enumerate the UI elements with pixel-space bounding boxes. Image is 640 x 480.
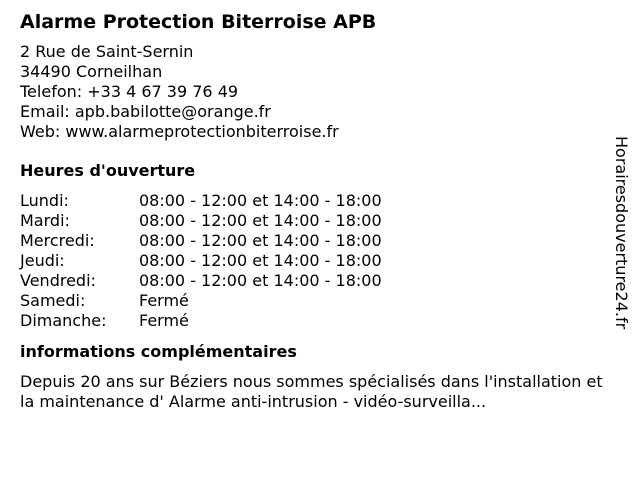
day-hours: 08:00 - 12:00 et 14:00 - 18:00 [139,191,382,210]
day-label: Mercredi: [20,231,95,250]
day-hours: 08:00 - 12:00 et 14:00 - 18:00 [139,211,382,230]
email-label: Email: [20,102,70,121]
day-label: Lundi: [20,191,69,210]
hours-row-tuesday [20,211,382,231]
hours-row-saturday [20,291,382,311]
phone-label: Telefon: [20,82,83,101]
web-label: Web: [20,122,61,141]
hours-heading: Heures d'ouverture [20,161,196,180]
hours-row-monday [20,191,382,211]
business-card [20,10,610,412]
day-label: Dimanche: [20,311,107,330]
site-watermark: Horairesdouverture24.fr [612,136,631,330]
day-hours: Fermé [139,291,189,310]
address-street: 2 Rue de Saint-Sernin [20,42,194,61]
day-hours: 08:00 - 12:00 et 14:00 - 18:00 [139,251,382,270]
day-label: Mardi: [20,211,70,230]
phone-line [20,82,610,102]
day-hours: Fermé [139,311,189,330]
day-label: Samedi: [20,291,86,310]
info-heading: informations complémentaires [20,342,297,361]
hours-row-thursday [20,251,382,271]
email-address: apb.babilotte@orange.fr [74,102,271,121]
hours-row-sunday [20,311,382,331]
hours-table [20,191,382,331]
phone-number: +33 4 67 39 76 49 [87,82,239,101]
info-description: Depuis 20 ans sur Béziers nous sommes spécialisés dans l'installation et la maintenance d' Alarme anti-intrusion - vidéo-surveilla... [20,372,603,411]
email-line [20,102,610,122]
day-hours: 08:00 - 12:00 et 14:00 - 18:00 [139,231,382,250]
hours-row-friday [20,271,382,291]
day-hours: 08:00 - 12:00 et 14:00 - 18:00 [139,271,382,290]
day-label: Vendredi: [20,271,96,290]
day-label: Jeudi: [20,251,65,270]
hours-row-wednesday [20,231,382,251]
web-line [20,122,610,142]
web-address: www.alarmeprotectionbiterroise.fr [65,122,339,141]
address-city: 34490 Corneilhan [20,62,163,81]
business-name: Alarme Protection Biterroise APB [20,11,377,33]
